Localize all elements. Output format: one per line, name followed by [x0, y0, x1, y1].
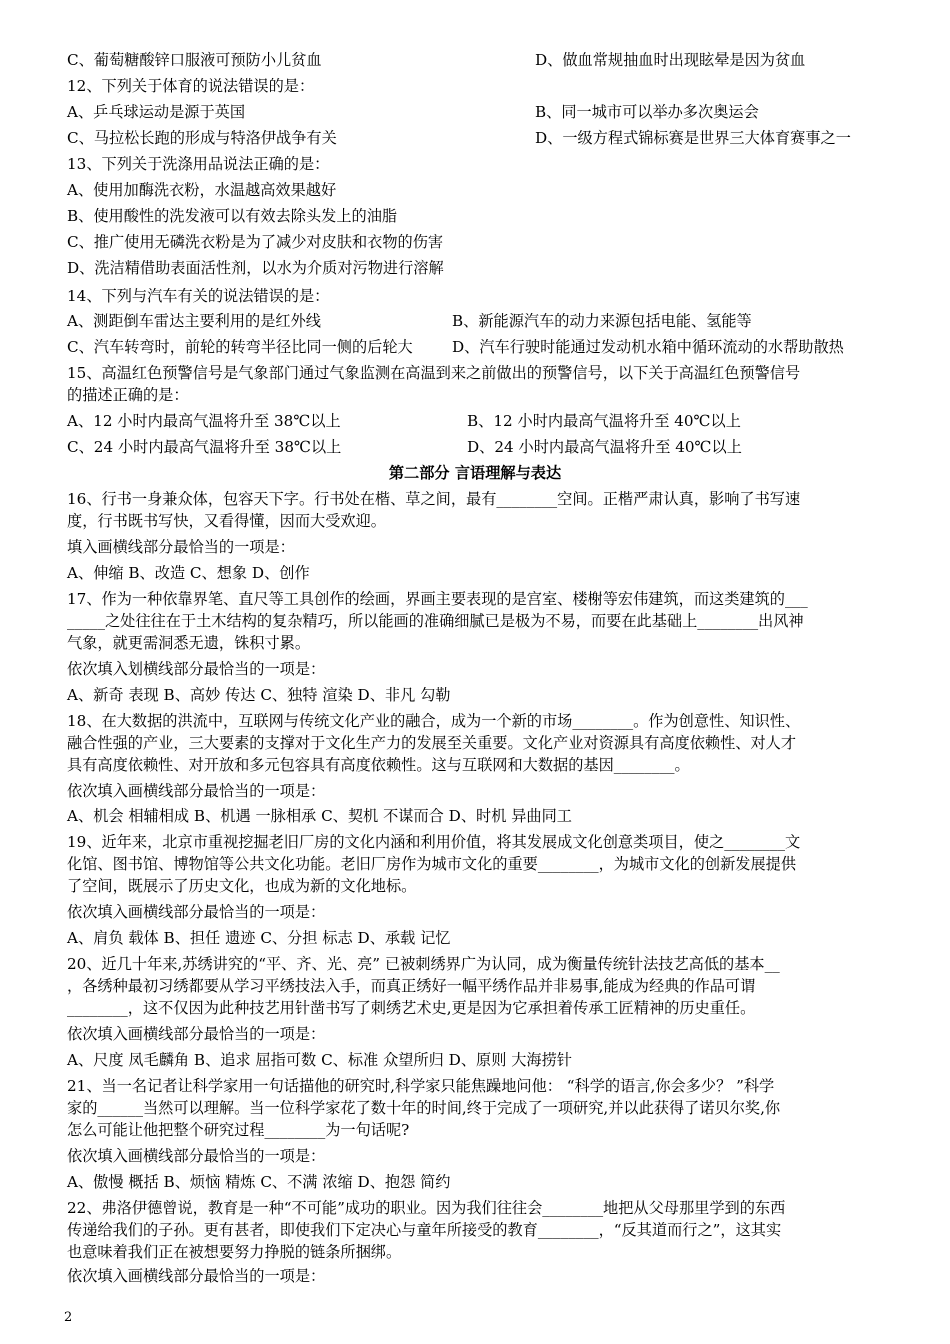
q21-stem-line1: 21、当一名记者让科学家用一句话描他的研究时,科学家只能焦躁地问他： “科学的语言,你会多少？ ”科学: [67, 1077, 775, 1095]
q16-stem-line2: 度，行书既书写快，又看得懂，因而大受欢迎。: [67, 512, 386, 530]
q20-stem-line1: 20、近几十年来,苏绣讲究的“平、齐、光、亮” 已被刺绣界广为认同，成为衡量传统针法技艺高低的基本__: [67, 955, 780, 973]
q15-stem-line1: 15、高温红色预警信号是气象部门通过气象监测在高温到来之前做出的预警信号，以下关于高温红色预警信号: [67, 364, 801, 382]
q19-stem-line1: 19、近年来，北京市重视挖掘老旧厂房的文化内涵和利用价值，将其发展成文化创意类项目，使之________文: [67, 833, 801, 851]
q14-option-a: A、测距倒车雷达主要利用的是红外线 B、新能源汽车的动力来源包括电能、氢能等: [67, 312, 752, 330]
q17-stem-line1: 17、作为一种依靠界笔、直尺等工具创作的绘画，界画主要表现的是宫室、楼榭等宏伟建筑，而这类建筑的___: [67, 590, 808, 608]
q12-option-c: C、马拉松长跑的形成与特洛伊战争有关 D、一级方程式锦标赛是世界三大体育赛事之一: [67, 129, 851, 147]
q21-options: A、傲慢 概括 B、烦恼 精炼 C、不满 浓缩 D、抱怨 简约: [67, 1173, 451, 1191]
q19-stem-line2: 化馆、图书馆、博物馆等公共文化功能。老旧厂房作为城市文化的重要________，为城市文化的创新发展提供: [67, 855, 796, 873]
q13-option-d: D、洗洁精借助表面活性剂，以水为介质对污物进行溶解: [67, 259, 444, 277]
q11-option-c: C、葡萄糖酸锌口服液可预防小儿贫血 D、做血常规抽血时出现眩晕是因为贫血: [67, 51, 806, 69]
q17-stem-line3: 气象，就更需洞悉无遗，铢积寸累。: [67, 634, 310, 652]
q12-stem: 12、下列关于体育的说法错误的是：: [67, 77, 315, 95]
q18-stem-line3: 具有高度依赖性、对开放和多元包容具有高度依赖性。这与互联网和大数据的基因________。: [67, 756, 690, 774]
q22-stem-line1: 22、弗洛伊德曾说，教育是一种“不可能”成功的职业。因为我们往往会________地把从父母那里学到的东西: [67, 1199, 786, 1217]
q21-instruction: 依次填入画横线部分最恰当的一项是：: [67, 1147, 326, 1165]
q20-options: A、尺度 凤毛麟角 B、追求 屈指可数 C、标准 众望所归 D、原则 大海捞针: [67, 1051, 572, 1069]
q21-stem-line2: 家的______当然可以理解。当一位科学家花了数十年的时间,终于完成了一项研究,并以此获得了诺贝尔奖,你: [67, 1099, 781, 1117]
q14-stem: 14、下列与汽车有关的说法错误的是：: [67, 287, 330, 305]
q15-stem-line2: 的描述正确的是：: [67, 386, 189, 404]
q22-instruction: 依次填入画横线部分最恰当的一项是：: [67, 1267, 326, 1285]
q13-option-a: A、使用加酶洗衣粉，水温越高效果越好: [67, 181, 337, 199]
q17-stem-line2: _____之处往往在于土木结构的复杂精巧，所以能画的准确细腻已是极为不易，而要在此基础上________出风神: [67, 612, 804, 630]
q12-option-a: A、乒乓球运动是源于英国 B、同一城市可以举办多次奥运会: [67, 103, 759, 121]
q19-stem-line3: 了空间，既展示了历史文化，也成为新的文化地标。: [67, 877, 417, 895]
q20-stem-line2: ，各绣种最初习绣都要从学习平绣技法入手，而真正绣好一幅平绣作品并非易事,能成为经典的作品可谓: [67, 977, 756, 995]
q17-options: A、新奇 表现 B、高妙 传达 C、独特 渲染 D、非凡 勾勒: [67, 686, 451, 704]
q19-options: A、肩负 载体 B、担任 遗迹 C、分担 标志 D、承载 记忆: [67, 929, 451, 947]
q15-option-b: B、12 小时内最高气温将升至 40℃以上: [467, 412, 741, 430]
q12-option-d: D、一级方程式锦标赛是世界三大体育赛事之一: [535, 129, 851, 147]
q12-option-b: B、同一城市可以举办多次奥运会: [535, 103, 759, 121]
q21-stem-line3: 怎么可能让他把整个研究过程________为一句话呢?: [67, 1121, 410, 1139]
q16-options: A、伸缩 B、改造 C、想象 D、创作: [67, 564, 310, 582]
q20-stem-line3: ________，这不仅因为此种技艺用针凿书写了刺绣艺术史,更是因为它承担着传承工匠精神的历史重任。: [67, 999, 756, 1017]
q18-instruction: 依次填入画横线部分最恰当的一项是：: [67, 782, 326, 800]
q18-stem-line2: 融合性强的产业，三大要素的支撑对于文化生产力的发展至关重要。文化产业对资源具有高度依赖性、对人才: [67, 734, 796, 752]
q11-option-d: D、做血常规抽血时出现眩晕是因为贫血: [535, 51, 806, 69]
q19-instruction: 依次填入画横线部分最恰当的一项是：: [67, 903, 326, 921]
q16-instruction: 填入画横线部分最恰当的一项是：: [67, 538, 295, 556]
q14-option-d: D、汽车行驶时能通过发动机水箱中循环流动的水帮助散热: [452, 338, 844, 356]
q18-options: A、机会 相辅相成 B、机遇 一脉相承 C、契机 不谋而合 D、时机 异曲同工: [67, 807, 572, 825]
q15-option-a: A、12 小时内最高气温将升至 38℃以上 B、12 小时内最高气温将升至 40℃以上: [67, 412, 741, 430]
q20-instruction: 依次填入画横线部分最恰当的一项是：: [67, 1025, 326, 1043]
q16-stem-line1: 16、行书一身兼众体，包容天下字。行书处在楷、草之间，最有________空间。正楷严肃认真，影响了书写速: [67, 490, 801, 508]
q22-stem-line2: 传递给我们的子孙。更有甚者，即使我们下定决心与童年所接受的教育________，“反其道而行之”，这其实: [67, 1221, 782, 1239]
q22-stem-line3: 也意味着我们正在被想要努力挣脱的链条所捆绑。: [67, 1243, 402, 1261]
q15-option-d: D、24 小时内最高气温将升至 40℃以上: [467, 438, 742, 456]
q13-option-c: C、推广使用无磷洗衣粉是为了减少对皮肤和衣物的伤害: [67, 233, 444, 251]
q14-option-c: C、汽车转弯时，前轮的转弯半径比同一侧的后轮大 D、汽车行驶时能通过发动机水箱中循环流动的水帮助散热: [67, 338, 844, 356]
q14-option-b: B、新能源汽车的动力来源包括电能、氢能等: [452, 312, 752, 330]
q13-option-b: B、使用酸性的洗发液可以有效去除头发上的油脂: [67, 207, 398, 225]
q18-stem-line1: 18、在大数据的洪流中，互联网与传统文化产业的融合，成为一个新的市场________。作为创意性、知识性、: [67, 712, 801, 730]
q15-option-c: C、24 小时内最高气温将升至 38℃以上 D、24 小时内最高气温将升至 40℃以上: [67, 438, 742, 456]
q13-stem: 13、下列关于洗涤用品说法正确的是：: [67, 155, 330, 173]
q17-instruction: 依次填入划横线部分最恰当的一项是：: [67, 660, 326, 678]
page-number: 2: [64, 1310, 73, 1325]
section-heading: 第二部分 言语理解与表达: [388, 464, 562, 482]
